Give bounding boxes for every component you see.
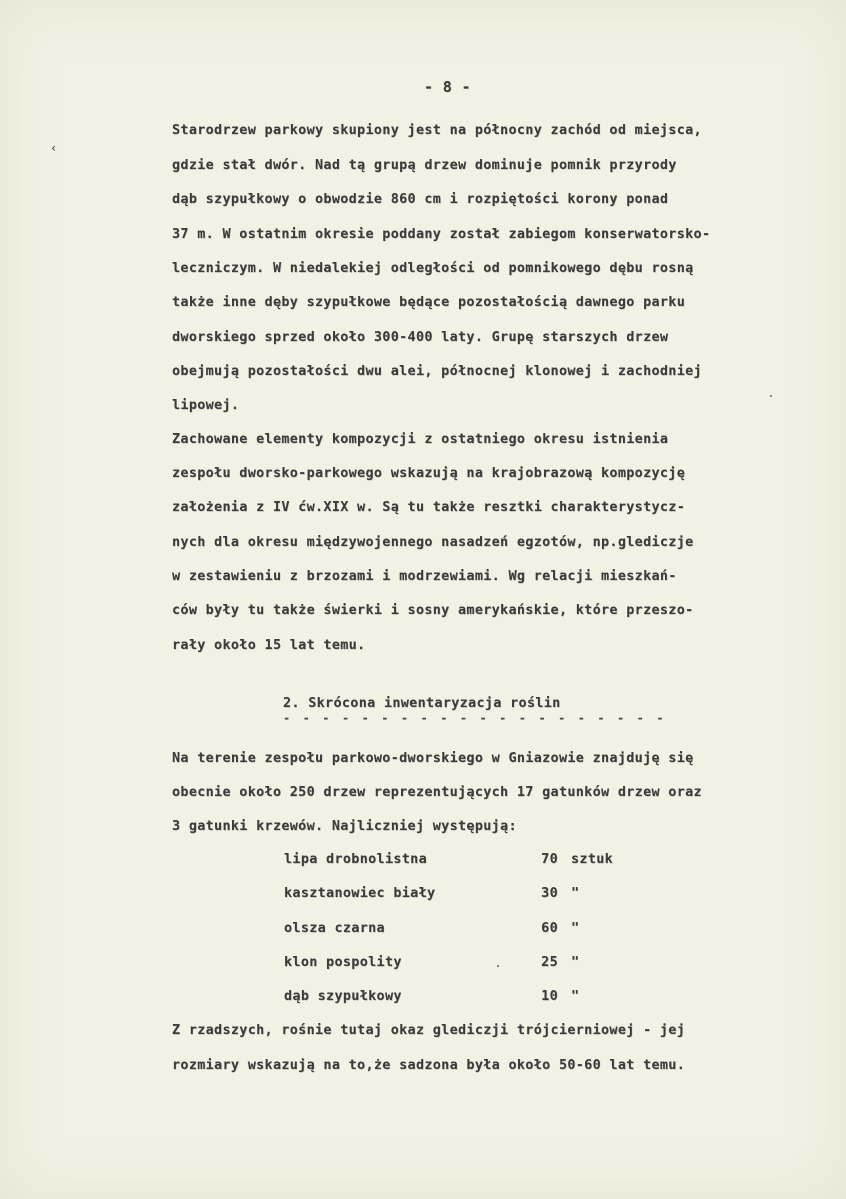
text-line: rozmiary wskazują na to,że sadzona była około 50-60 lat temu. — [172, 1058, 686, 1073]
text-line: ców były tu także świerki i sosny amerykańskie, które przeszo- — [172, 603, 694, 618]
text-line: obecnie około 250 drzew reprezentujących 17 gatunków drzew oraz — [172, 785, 702, 800]
heading-underline: - - - - - - - - - - - - - - - - - - - - — [283, 711, 667, 725]
text-line: gdzie stał dwór. Nad tą grupą drzew dominuje pomnik przyrody — [172, 158, 677, 173]
text-line: Starodrzew parkowy skupiony jest na północny zachód od miejsca, — [172, 123, 702, 138]
text-line: 3 gatunki krzewów. Najliczniej występują: — [172, 819, 517, 834]
species-count: 10 — [541, 989, 558, 1004]
species-count: 30 — [541, 886, 558, 901]
text-line: Na terenie zespołu parkowo-dworskiego w Gniazowie znajduję się — [172, 751, 694, 766]
text-line: obejmują pozostałości dwu alei, północnej klonowej i zachodniej — [172, 364, 702, 379]
text-line: leczniczym. W niedalekiej odległości od pomnikowego dębu rosną — [172, 261, 694, 276]
text-line: dworskiego sprzed około 300-400 laty. Grupę starszych drzew — [172, 330, 669, 345]
text-line: dąb szypułkowy o obwodzie 860 cm i rozpiętości korony ponad — [172, 192, 669, 207]
text-line: lipowej. — [172, 398, 240, 413]
species-count: 60 — [541, 921, 558, 936]
species-unit: " — [571, 955, 580, 970]
paper-speck — [497, 965, 499, 967]
species-unit: sztuk — [571, 852, 614, 867]
text-line: 37 m. W ostatnim okresie poddany został zabiegom konserwatorsko- — [172, 227, 711, 242]
page-number: - 8 - — [424, 78, 471, 96]
text-line: w zestawieniu z brzozami i modrzewiami. Wg relacji mieszkań- — [172, 569, 677, 584]
text-line: także inne dęby szypułkowe będące pozostałością dawnego parku — [172, 295, 686, 310]
species-unit: " — [571, 921, 580, 936]
text-line: nych dla okresu międzywojennego nasadzeń egzotów, np.glediczje — [172, 535, 694, 550]
species-count: 70 — [541, 852, 558, 867]
species-name: olsza czarna — [284, 921, 385, 936]
species-name: lipa drobnolistna — [284, 852, 428, 867]
species-count: 25 — [541, 955, 558, 970]
text-line: rały około 15 lat temu. — [172, 638, 366, 653]
species-name: klon pospolity — [284, 955, 402, 970]
paper-speck — [770, 395, 772, 397]
text-line: Z rzadszych, rośnie tutaj okaz glediczji trójcierniowej - jej — [172, 1023, 686, 1038]
text-line: zespołu dworsko-parkowego wskazują na krajobrazową kompozycję — [172, 466, 686, 481]
margin-mark: ‹ — [50, 141, 58, 155]
section-heading: 2. Skrócona inwentaryzacja roślin — [283, 696, 561, 711]
text-line: założenia z IV ćw.XIX w. Są tu także resztki charakterystycz- — [172, 500, 686, 515]
species-name: kasztanowiec biały — [284, 886, 436, 901]
species-unit: " — [571, 989, 580, 1004]
species-unit: " — [571, 886, 580, 901]
text-line: Zachowane elementy kompozycji z ostatniego okresu istnienia — [172, 432, 669, 447]
species-name: dąb szypułkowy — [284, 989, 402, 1004]
